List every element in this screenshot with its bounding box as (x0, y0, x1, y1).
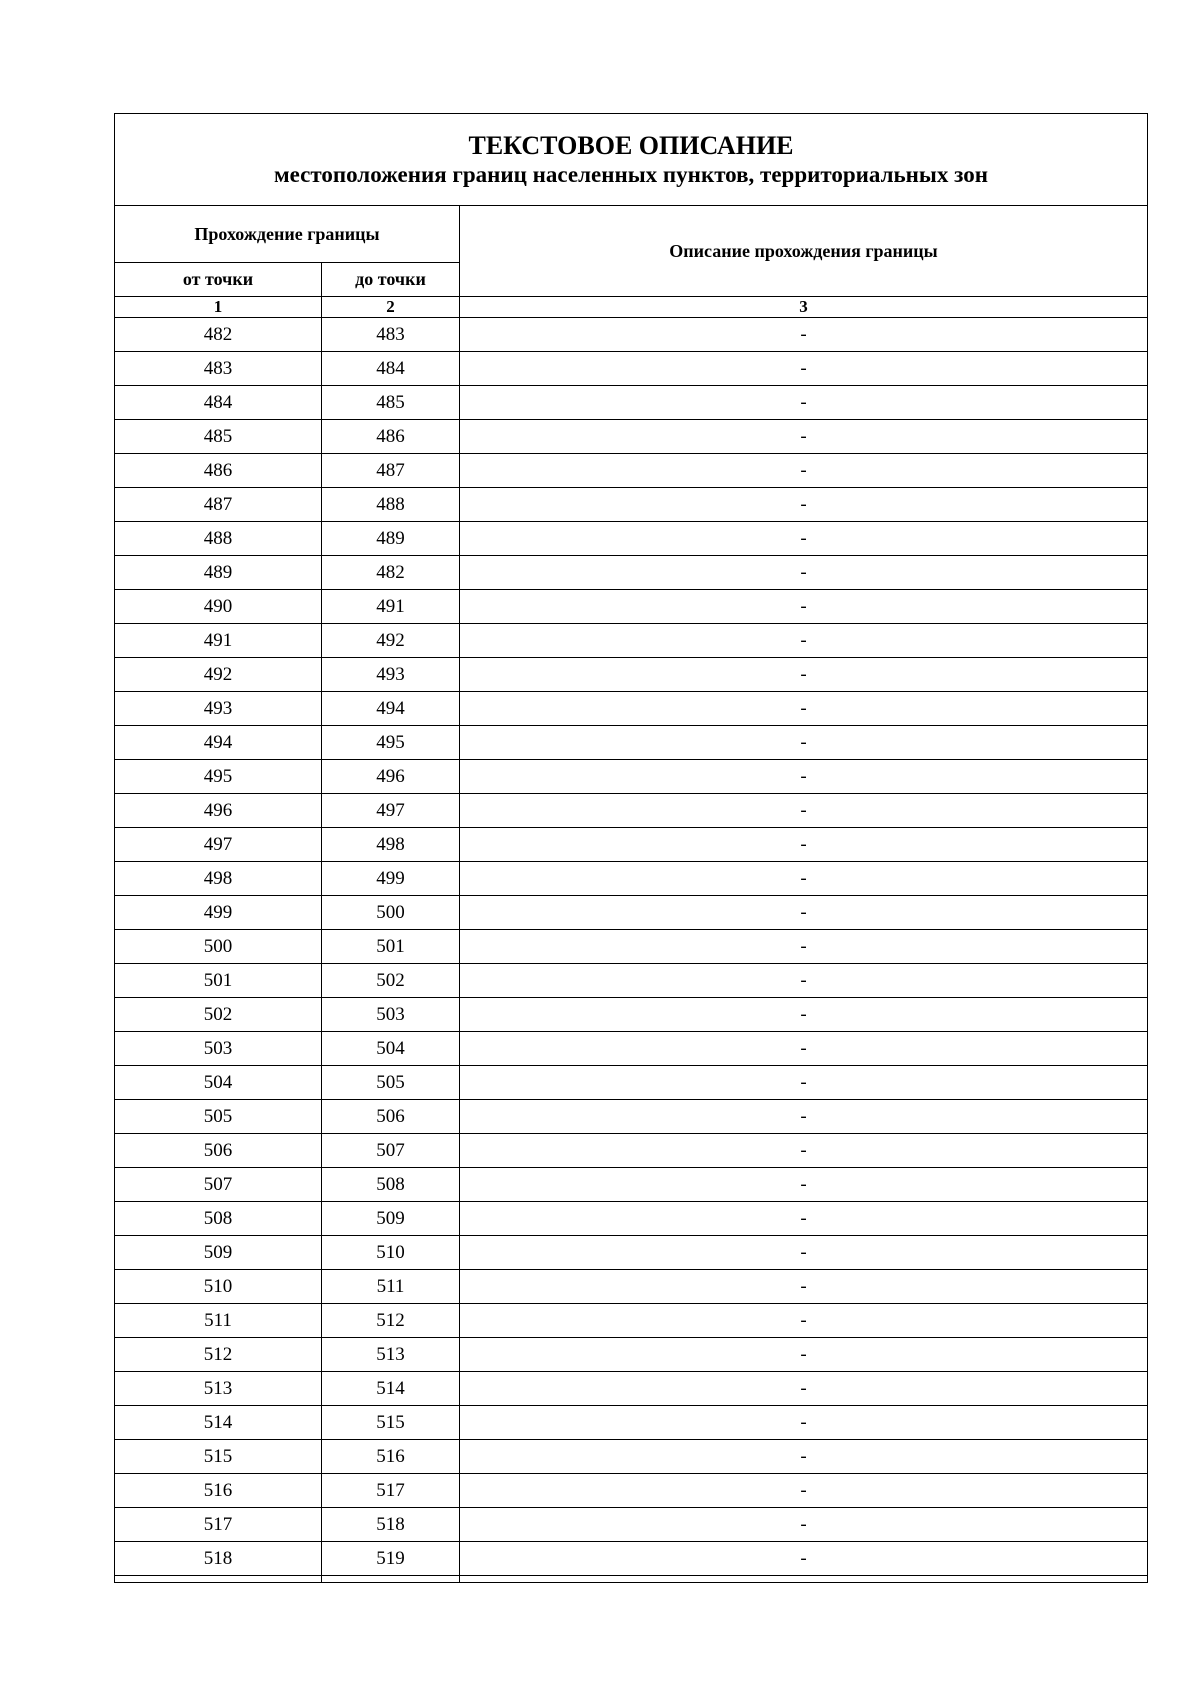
to-point-cell: 485 (322, 386, 460, 420)
table-row (115, 794, 1148, 828)
to-point-cell: 517 (322, 1474, 460, 1508)
to-point-cell: 515 (322, 1406, 460, 1440)
from-point-cell: 510 (115, 1270, 322, 1304)
description-cell: - (460, 1134, 1148, 1168)
table-row (115, 1032, 1148, 1066)
to-point-cell: 489 (322, 522, 460, 556)
description-cell: - (460, 1202, 1148, 1236)
from-point-cell: 509 (115, 1236, 322, 1270)
table-row (115, 1202, 1148, 1236)
description-cell: - (460, 1542, 1148, 1576)
table-body (115, 318, 1148, 1576)
to-point-cell: 495 (322, 726, 460, 760)
table-row (115, 1440, 1148, 1474)
description-cell: - (460, 522, 1148, 556)
table-row (115, 726, 1148, 760)
table-row (115, 760, 1148, 794)
description-cell: - (460, 794, 1148, 828)
table-row (115, 896, 1148, 930)
to-point-cell: 501 (322, 930, 460, 964)
description-cell: - (460, 1236, 1148, 1270)
from-point-cell: 486 (115, 454, 322, 488)
to-point-cell: 509 (322, 1202, 460, 1236)
to-point-cell: 488 (322, 488, 460, 522)
description-cell: - (460, 318, 1148, 352)
to-point-cell: 498 (322, 828, 460, 862)
to-point-cell: 487 (322, 454, 460, 488)
description-cell: - (460, 998, 1148, 1032)
to-point-cell: 514 (322, 1372, 460, 1406)
table-row (115, 1338, 1148, 1372)
from-point-cell: 501 (115, 964, 322, 998)
description-cell: - (460, 1440, 1148, 1474)
table-row (115, 1508, 1148, 1542)
to-point-cell: 484 (322, 352, 460, 386)
table-row (115, 386, 1148, 420)
table-row (115, 1270, 1148, 1304)
from-point-cell: 518 (115, 1542, 322, 1576)
to-point-cell: 500 (322, 896, 460, 930)
to-point-cell: 506 (322, 1100, 460, 1134)
continuation-cell-from (115, 1576, 322, 1583)
column-number-3: 3 (460, 297, 1148, 318)
to-point-cell: 503 (322, 998, 460, 1032)
description-column-header: Описание прохождения границы (460, 206, 1148, 297)
table-row (115, 556, 1148, 590)
to-point-cell: 512 (322, 1304, 460, 1338)
to-point-cell: 502 (322, 964, 460, 998)
to-point-cell: 492 (322, 624, 460, 658)
table-row (115, 930, 1148, 964)
description-cell: - (460, 862, 1148, 896)
continuation-cell-to (322, 1576, 460, 1583)
from-point-cell: 503 (115, 1032, 322, 1066)
description-cell: - (460, 692, 1148, 726)
to-point-column-header: до точки (322, 263, 460, 297)
to-point-cell: 504 (322, 1032, 460, 1066)
description-cell: - (460, 1508, 1148, 1542)
from-point-cell: 502 (115, 998, 322, 1032)
from-point-cell: 511 (115, 1304, 322, 1338)
table-row (115, 964, 1148, 998)
table-row (115, 828, 1148, 862)
table-row (115, 590, 1148, 624)
column-number-1: 1 (115, 297, 322, 318)
from-point-cell: 492 (115, 658, 322, 692)
continuation-cell-description (460, 1576, 1148, 1583)
to-point-cell: 513 (322, 1338, 460, 1372)
description-cell: - (460, 454, 1148, 488)
from-point-cell: 494 (115, 726, 322, 760)
table-row (115, 1542, 1148, 1576)
from-point-cell: 495 (115, 760, 322, 794)
group-header-boundary-passage: Прохождение границы (115, 206, 460, 263)
table-row (115, 624, 1148, 658)
table-row (115, 1066, 1148, 1100)
from-point-cell: 484 (115, 386, 322, 420)
table-row (115, 1100, 1148, 1134)
to-point-cell: 497 (322, 794, 460, 828)
to-point-cell: 486 (322, 420, 460, 454)
from-point-cell: 493 (115, 692, 322, 726)
from-point-cell: 516 (115, 1474, 322, 1508)
from-point-cell: 498 (115, 862, 322, 896)
from-point-cell: 489 (115, 556, 322, 590)
description-cell: - (460, 1100, 1148, 1134)
to-point-cell: 508 (322, 1168, 460, 1202)
description-cell: - (460, 1270, 1148, 1304)
table-row (115, 1236, 1148, 1270)
table-row (115, 1406, 1148, 1440)
from-point-cell: 487 (115, 488, 322, 522)
description-cell: - (460, 1066, 1148, 1100)
document-header (115, 114, 1148, 206)
from-point-cell: 488 (115, 522, 322, 556)
description-cell: - (460, 386, 1148, 420)
description-cell: - (460, 352, 1148, 386)
description-cell: - (460, 488, 1148, 522)
boundary-table (114, 113, 1148, 1583)
table-row (115, 318, 1148, 352)
table-row (115, 522, 1148, 556)
table-row (115, 1134, 1148, 1168)
table-row (115, 692, 1148, 726)
table-row (115, 1474, 1148, 1508)
from-point-cell: 483 (115, 352, 322, 386)
from-point-cell: 507 (115, 1168, 322, 1202)
from-point-cell: 497 (115, 828, 322, 862)
boundary-description-document (114, 113, 1147, 1583)
description-cell: - (460, 420, 1148, 454)
description-cell: - (460, 1372, 1148, 1406)
from-point-cell: 505 (115, 1100, 322, 1134)
description-cell: - (460, 1304, 1148, 1338)
description-cell: - (460, 1474, 1148, 1508)
from-point-cell: 490 (115, 590, 322, 624)
from-point-cell: 514 (115, 1406, 322, 1440)
table-row (115, 352, 1148, 386)
to-point-cell: 511 (322, 1270, 460, 1304)
from-point-cell: 504 (115, 1066, 322, 1100)
description-cell: - (460, 624, 1148, 658)
description-cell: - (460, 896, 1148, 930)
description-cell: - (460, 930, 1148, 964)
to-point-cell: 499 (322, 862, 460, 896)
description-cell: - (460, 1168, 1148, 1202)
description-cell: - (460, 1406, 1148, 1440)
column-number-2: 2 (322, 297, 460, 318)
from-point-cell: 496 (115, 794, 322, 828)
to-point-cell: 516 (322, 1440, 460, 1474)
to-point-cell: 507 (322, 1134, 460, 1168)
description-cell: - (460, 964, 1148, 998)
from-point-cell: 515 (115, 1440, 322, 1474)
from-point-column-header: от точки (115, 263, 322, 297)
to-point-cell: 491 (322, 590, 460, 624)
description-cell: - (460, 1338, 1148, 1372)
to-point-cell: 496 (322, 760, 460, 794)
table-row (115, 1372, 1148, 1406)
to-point-cell: 493 (322, 658, 460, 692)
to-point-cell: 518 (322, 1508, 460, 1542)
from-point-cell: 482 (115, 318, 322, 352)
to-point-cell: 505 (322, 1066, 460, 1100)
from-point-cell: 485 (115, 420, 322, 454)
document-title: ТЕКСТОВОЕ ОПИСАНИЕ (468, 130, 794, 160)
description-cell: - (460, 726, 1148, 760)
table-row (115, 1168, 1148, 1202)
description-cell: - (460, 1032, 1148, 1066)
from-point-cell: 506 (115, 1134, 322, 1168)
table-row (115, 488, 1148, 522)
to-point-cell: 482 (322, 556, 460, 590)
to-point-cell: 494 (322, 692, 460, 726)
from-point-cell: 508 (115, 1202, 322, 1236)
table-row (115, 454, 1148, 488)
from-point-cell: 517 (115, 1508, 322, 1542)
table-row (115, 862, 1148, 896)
from-point-cell: 491 (115, 624, 322, 658)
from-point-cell: 500 (115, 930, 322, 964)
description-cell: - (460, 556, 1148, 590)
description-cell: - (460, 760, 1148, 794)
to-point-cell: 510 (322, 1236, 460, 1270)
table-row (115, 1304, 1148, 1338)
description-cell: - (460, 828, 1148, 862)
document-subtitle: местоположения границ населенных пунктов, территориальных зон (274, 161, 988, 187)
description-cell: - (460, 658, 1148, 692)
from-point-cell: 513 (115, 1372, 322, 1406)
table-continuation-row (115, 1576, 1148, 1583)
to-point-cell: 519 (322, 1542, 460, 1576)
from-point-cell: 499 (115, 896, 322, 930)
table-row (115, 658, 1148, 692)
table-row (115, 420, 1148, 454)
table-row (115, 998, 1148, 1032)
from-point-cell: 512 (115, 1338, 322, 1372)
description-cell: - (460, 590, 1148, 624)
to-point-cell: 483 (322, 318, 460, 352)
